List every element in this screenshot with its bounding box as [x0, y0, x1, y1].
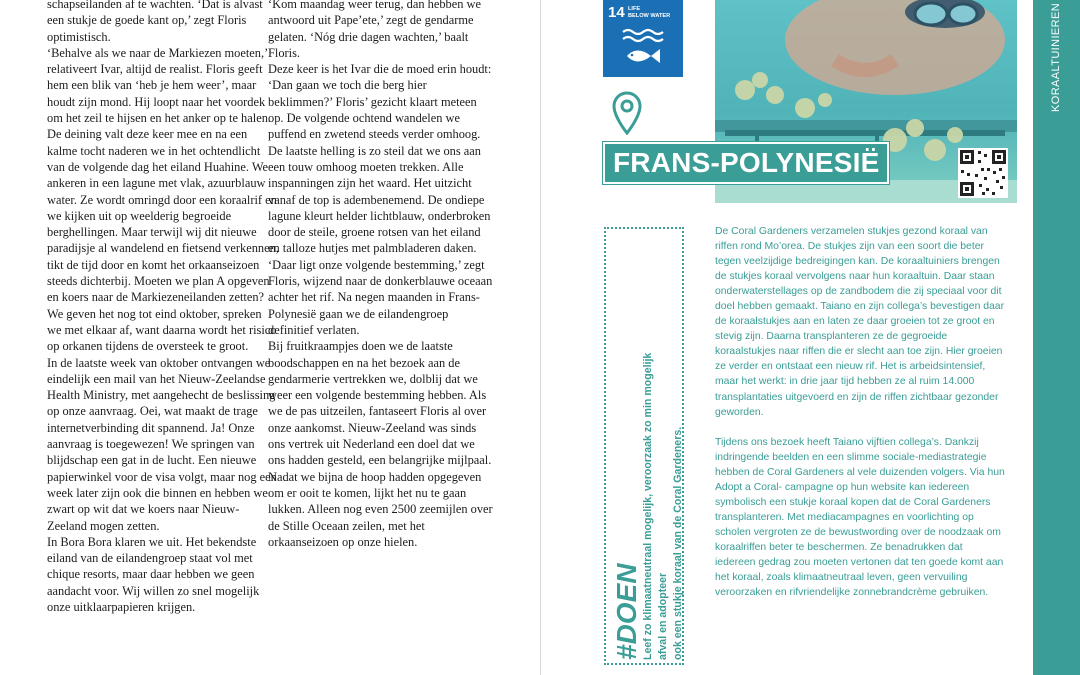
paragraph: Tijdens ons bezoek heeft Taiano vijftien collega’s. Dankzij indringende beelden en een slimme sociale-mediastrategie hebben de Coral Gardeners al vele duizenden volgers. Via hun Adopt a Coral- campagne op hun website kan iedereen symbolisch een stukje koraal kopen dat de Coral Gardeners transplanteren. Met mediacampagnes en voorlichting op scholen vergroten ze de bewustwording over de noodzaak om koraalriffen beter te beschermen. Ze benadrukken dat iedereen gedrag zou moeten vertonen dat ten goede komt aan het koraal, zoals klimaatneutraal leven, geen vervuiling veroorzaken en rifvriendelijke zonnebrandcrème gebruiken.: [715, 436, 1005, 599]
doen-title: #DOEN: [611, 563, 642, 660]
sdg-number: 14: [608, 4, 625, 21]
article-column-2: [268, 0, 493, 550]
article-column-1: [47, 0, 279, 615]
paragraph: ‘Daar ligt onze volgende bestemming,’ zegt Floris, wijzend naar de donkerblauwe oceaan achter het rif. Na negen maanden in Frans-Polynesië gaan we de eilandengroep definitief verlaten.: [268, 257, 493, 337]
map-pin-icon: [611, 91, 643, 135]
fish-waves-icon: [619, 24, 667, 72]
paragraph: schapseilanden af te wachten. ‘Dat is alvast een stukje de goede kant op,’ zegt Floris optimistisch.: [47, 0, 263, 44]
paragraph: Deze keer is het Ivar die de moed erin houdt: ‘Dan gaan we toch die berg hier beklimmen?’ Floris’ gezicht klaart meteen op. De volgende ochtend wandelen we puffend en zwetend steeds verder omhoog. De laatste helling is zo steil dat we ons aan een touw omhoog moeten trekken. Alle inspanningen zijn het waard. Het uitzicht vanaf de top is adembenemend. De ondiepe lagune kleurt helder lichtblauw, onderbroken door de steile, groene rotsen van het eiland en talloze hutjes met palmbladeren daken.: [268, 62, 492, 256]
paragraph: In Bora Bora klaren we uit. Het bekendste eiland van de eilandengroep staat vol met chique resorts, maar daar hebben we geen aandacht voor. Wij willen zo snel mogelijk onze uitklaarpapieren krijgen.: [47, 534, 260, 614]
paragraph: In de laatste week van oktober ontvangen we eindelijk een mail van het Nieuw-Zeelandse Health Ministry, met aangehecht de beslissing op onze aanvraag. Oei, wat maakt de trage internetverbinding dit spannend. Ja! Onze aanvraag is toegewezen! We springen van blijdschap een gat in de lucht. Een nieuwe papierwinkel voor de visa volgt, maar nog een week later zijn ook die binnen en hebben we zwart op wit dat we koers naar Nieuw-Zeeland mogen zetten.: [47, 355, 277, 533]
sdg-14-badge: [603, 0, 683, 77]
sdg-label-line: LIFE: [628, 6, 641, 12]
sdg-label: [628, 6, 680, 20]
doen-text-line: Leef zo klimaatneutraal mogelijk, veroorzaak zo min mogelijk afval en adopteer: [642, 352, 669, 660]
location-title-text: FRANS-POLYNESIË: [613, 147, 880, 178]
paragraph: ‘Behalve als we naar de Markiezen moeten,’ relativeert Ivar, altijd de realist. Floris geeft hem een blik van ‘heb je hem weer’, maar houdt zijn mond. Hij loopt naar het voordek om het zeil te hijsen en het anker op te halen. De deining valt deze keer mee en na een kalme tocht naderen we in het ochtendlicht van de volgende dag het eiland Huahine. We ankeren in een lagune met vlak, azuurblauw water. Ze wordt omringd door een koraalrif en we kijken uit op weelderig begroeide berghellingen. Maar terwijl wij dit nieuwe paradijsje al wandelend en fietsend verkennen, tikt de tijd door en komt het orkaanseizoen steeds dichterbij. Moeten we plan A opgeven en koers naar de Markiezeneilanden zetten? We geven het nog tot eind oktober, spreken we met elkaar af, want daarna wordt het risico op orkanen tijdens de oversteek te groot.: [47, 45, 279, 354]
section-label: KORAALTUINIEREN: [1050, 2, 1062, 112]
doen-text-line: ook een stukje koraal van de Coral Gardeners.: [672, 426, 684, 660]
location-title: [603, 142, 889, 184]
coral-gardeners-text: [715, 224, 1005, 615]
qr-code-icon[interactable]: [958, 148, 1008, 198]
paragraph: ‘Kom maandag weer terug, dan hebben we antwoord uit Pape’ete,’ zegt de gendarme gelaten. ‘Nóg drie dagen wachten,’ baalt Floris.: [268, 0, 481, 60]
sdg-label-line: BELOW WATER: [628, 13, 671, 19]
paragraph: Bij fruitkraampjes doen we de laatste boodschappen en na het bezoek aan de gendarmerie vertrekken we, dolblij dat we weer een volgende bestemming hebben. Als we de pas uitzeilen, fantaseert Floris al over onze aankomst. Nieuw-Zeeland was sinds ons vertrek uit Nederland een doel dat we ons hadden gesteld, een belangrijke mijlpaal. Nadat we bijna de hoop hadden opgegeven om er ooit te komen, lijkt het nu te gaan lukken. Alleen nog even 2500 zeemijlen over de Stille Oceaan zeilen, met het orkaanseizoen op onze hielen.: [268, 339, 493, 549]
doen-callout: [612, 230, 682, 660]
paragraph: De Coral Gardeners verzamelen stukjes gezond koraal van riffen rond Mo’orea. De stukjes zijn van een soort die beter tegen veelzijdige bedreigingen kan. De koraaltuiniers brengen de stukjes koraal vervolgens naar hun koraaltuin. Daar staan onderwaterstellages op de zandbodem die zij speciaal voor dit doel hebben gemaakt. Taiano en zijn collega’s bevestigen daar de koraalstukjes aan en laten ze daar groeien tot ze groot en stevig zijn. Daarna transplanteren ze de gegroeide koraalstukjes naar riffen die er slecht aan toe zijn. Hier groeien ze verder en ontstaat een nieuw rif. Het is arbeidsintensief, maar het werkt: in drie jaar tijd hebben ze al ruim 14.000 transplantaties uitgevoerd en zijn de riffen zichtbaar gezonder geworden.: [715, 226, 1005, 418]
doen-text: [641, 330, 686, 660]
